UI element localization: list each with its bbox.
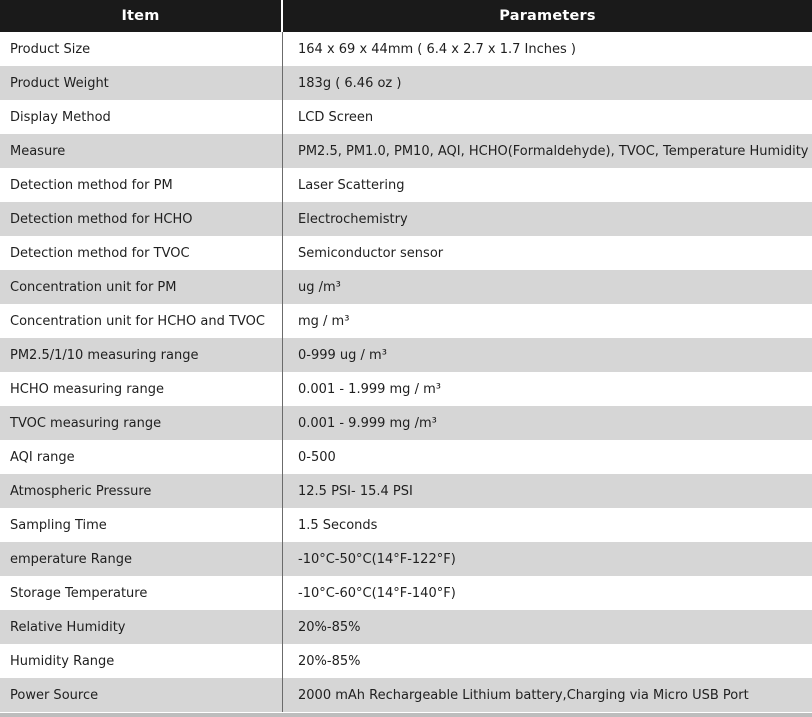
parameter-cell: ug /m³: [298, 279, 341, 295]
table-row: [0, 100, 812, 134]
item-cell: Sampling Time: [0, 508, 283, 542]
table-body: [0, 32, 812, 712]
parameter-cell: -10°C-60°C(14°F-140°F): [298, 585, 456, 601]
table-row: [0, 134, 812, 168]
table-row: [0, 338, 812, 372]
parameter-cell: Laser Scattering: [298, 177, 405, 193]
parameter-cell: PM2.5, PM1.0, PM10, AQI, HCHO(Formaldehyde), TVOC, Temperature Humidity: [298, 143, 809, 159]
item-cell: HCHO measuring range: [0, 372, 283, 406]
parameter-cell: 12.5 PSI- 15.4 PSI: [298, 483, 413, 499]
bottom-rule: [0, 713, 812, 717]
parameter-cell: 0.001 - 1.999 mg / m³: [298, 381, 441, 397]
table-header: [0, 0, 812, 32]
item-cell: Humidity Range: [0, 644, 283, 678]
parameter-cell: 0-500: [298, 449, 336, 465]
item-cell: Relative Humidity: [0, 610, 283, 644]
table-row: [0, 32, 812, 66]
parameter-cell: 0-999 ug / m³: [298, 347, 387, 363]
table-row: [0, 168, 812, 202]
parameter-cell: mg / m³: [298, 313, 350, 329]
parameter-cell: 2000 mAh Rechargeable Lithium battery,Charging via Micro USB Port: [298, 687, 749, 703]
table-row: [0, 236, 812, 270]
item-cell: Storage Temperature: [0, 576, 283, 610]
parameter-cell: 183g ( 6.46 oz ): [298, 75, 402, 91]
table-row: [0, 576, 812, 610]
table-row: [0, 474, 812, 508]
parameter-cell: 0.001 - 9.999 mg /m³: [298, 415, 437, 431]
header-item: Item: [0, 0, 283, 32]
parameter-cell: Electrochemistry: [298, 211, 408, 227]
item-cell: PM2.5/1/10 measuring range: [0, 338, 283, 372]
item-cell: emperature Range: [0, 542, 283, 576]
item-cell: Product Size: [0, 32, 283, 66]
item-cell: Power Source: [0, 678, 283, 712]
parameter-cell: LCD Screen: [298, 109, 374, 125]
item-cell: Display Method: [0, 100, 283, 134]
item-cell: Detection method for TVOC: [0, 236, 283, 270]
table-row: [0, 406, 812, 440]
item-cell: AQI range: [0, 440, 283, 474]
table-row: [0, 440, 812, 474]
parameter-cell: Semiconductor sensor: [298, 245, 444, 261]
table-row: [0, 610, 812, 644]
item-cell: Detection method for PM: [0, 168, 283, 202]
item-cell: Atmospheric Pressure: [0, 474, 283, 508]
parameter-cell: 20%-85%: [298, 619, 361, 635]
table-row: [0, 644, 812, 678]
item-cell: Detection method for HCHO: [0, 202, 283, 236]
item-cell: Measure: [0, 134, 283, 168]
table-row: [0, 66, 812, 100]
item-cell: Concentration unit for HCHO and TVOC: [0, 304, 283, 338]
table-row: [0, 508, 812, 542]
item-cell: TVOC measuring range: [0, 406, 283, 440]
table-row: [0, 678, 812, 712]
table-row: [0, 542, 812, 576]
table-row: [0, 270, 812, 304]
item-cell: Product Weight: [0, 66, 283, 100]
parameter-cell: 1.5 Seconds: [298, 517, 378, 533]
table-row: [0, 372, 812, 406]
item-cell: Concentration unit for PM: [0, 270, 283, 304]
table-row: [0, 304, 812, 338]
parameter-cell: 164 x 69 x 44mm ( 6.4 x 2.7 x 1.7 Inches ): [298, 41, 576, 57]
table-row: [0, 202, 812, 236]
parameter-cell: -10°C-50°C(14°F-122°F): [298, 551, 456, 567]
header-parameters: Parameters: [499, 8, 596, 24]
parameter-cell: 20%-85%: [298, 653, 361, 669]
